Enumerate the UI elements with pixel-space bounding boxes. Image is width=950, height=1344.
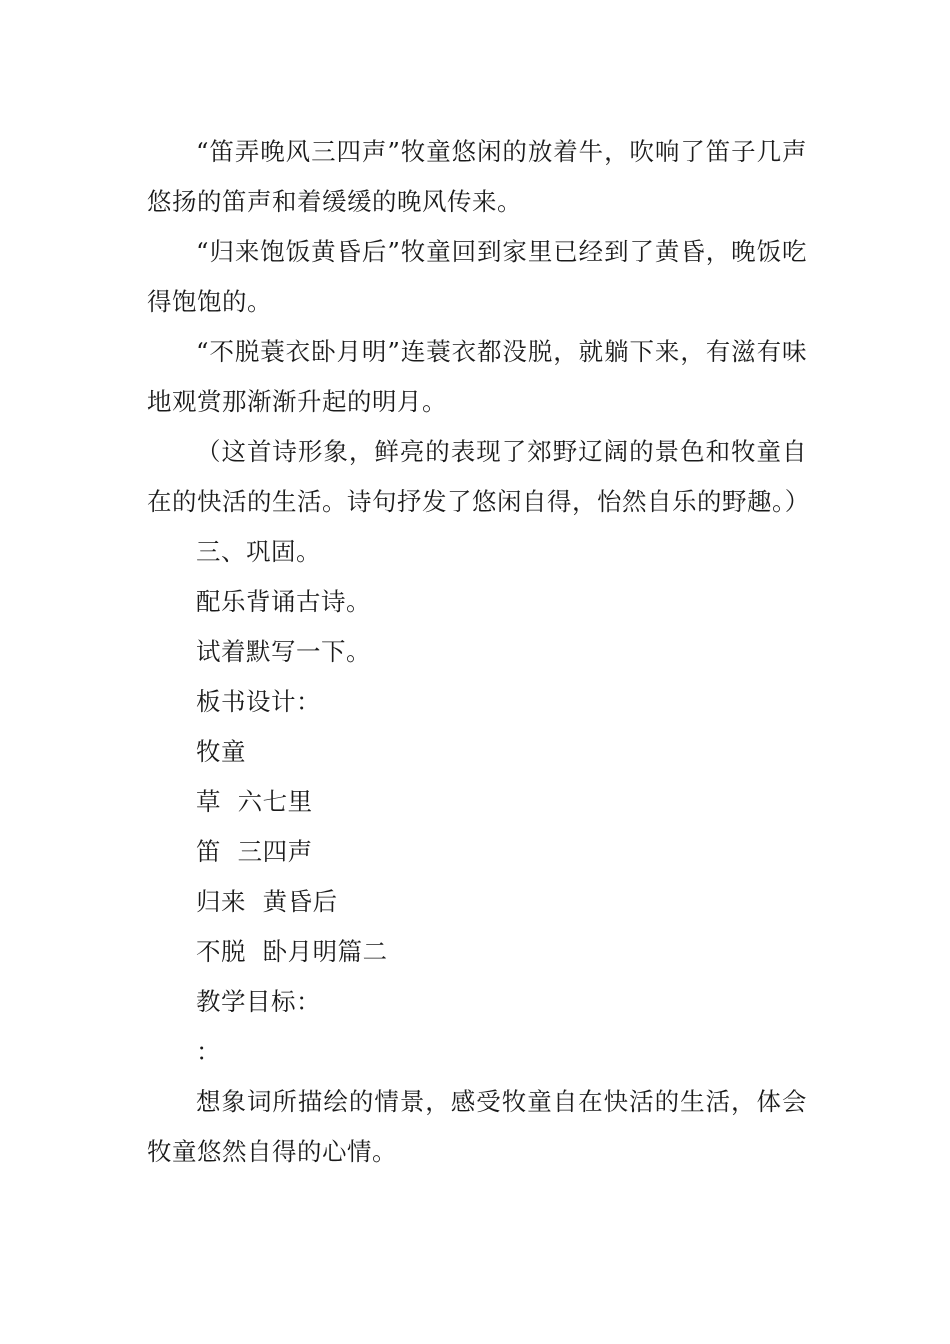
line-teaching-goals: 教学目标：	[196, 987, 321, 1016]
board-line-grass: 草 六七里	[196, 787, 313, 816]
paragraph-goal: 想象词所描绘的情景，感受牧童自在快活的生活，体会牧童悠然自得的心情。	[147, 1087, 807, 1166]
line-board-design: 板书设计：	[196, 687, 321, 716]
section-heading-consolidate: 三、巩固。	[196, 537, 321, 566]
paragraph-moon: “不脱蓑衣卧月明”连蓑衣都没脱，就躺下来，有滋有味地观赏那渐渐升起的明月。	[147, 337, 807, 416]
board-line-return: 归来 黄昏后	[196, 887, 338, 916]
board-line-flute: 笛 三四声	[196, 837, 313, 866]
line-colon: ：	[196, 1037, 221, 1066]
board-line-moon: 不脱 卧月明篇二	[196, 937, 388, 966]
line-dictation: 试着默写一下。	[196, 637, 371, 666]
document-body	[147, 127, 810, 1177]
paragraph-return: “归来饱饭黄昏后”牧童回到家里已经到了黄昏，晚饭吃得饱饱的。	[147, 237, 807, 316]
paragraph-summary: （这首诗形象，鲜亮的表现了郊野辽阔的景色和牧童自在的快活的生活。诗句抒发了悠闲自得，怡然自乐的野趣。）	[147, 437, 810, 516]
paragraph-flute: “笛弄晚风三四声”牧童悠闲的放着牛，吹响了笛子几声悠扬的笛声和着缓缓的晚风传来。	[147, 137, 807, 216]
board-line-title: 牧童	[196, 737, 246, 766]
line-recite: 配乐背诵古诗。	[196, 587, 371, 616]
